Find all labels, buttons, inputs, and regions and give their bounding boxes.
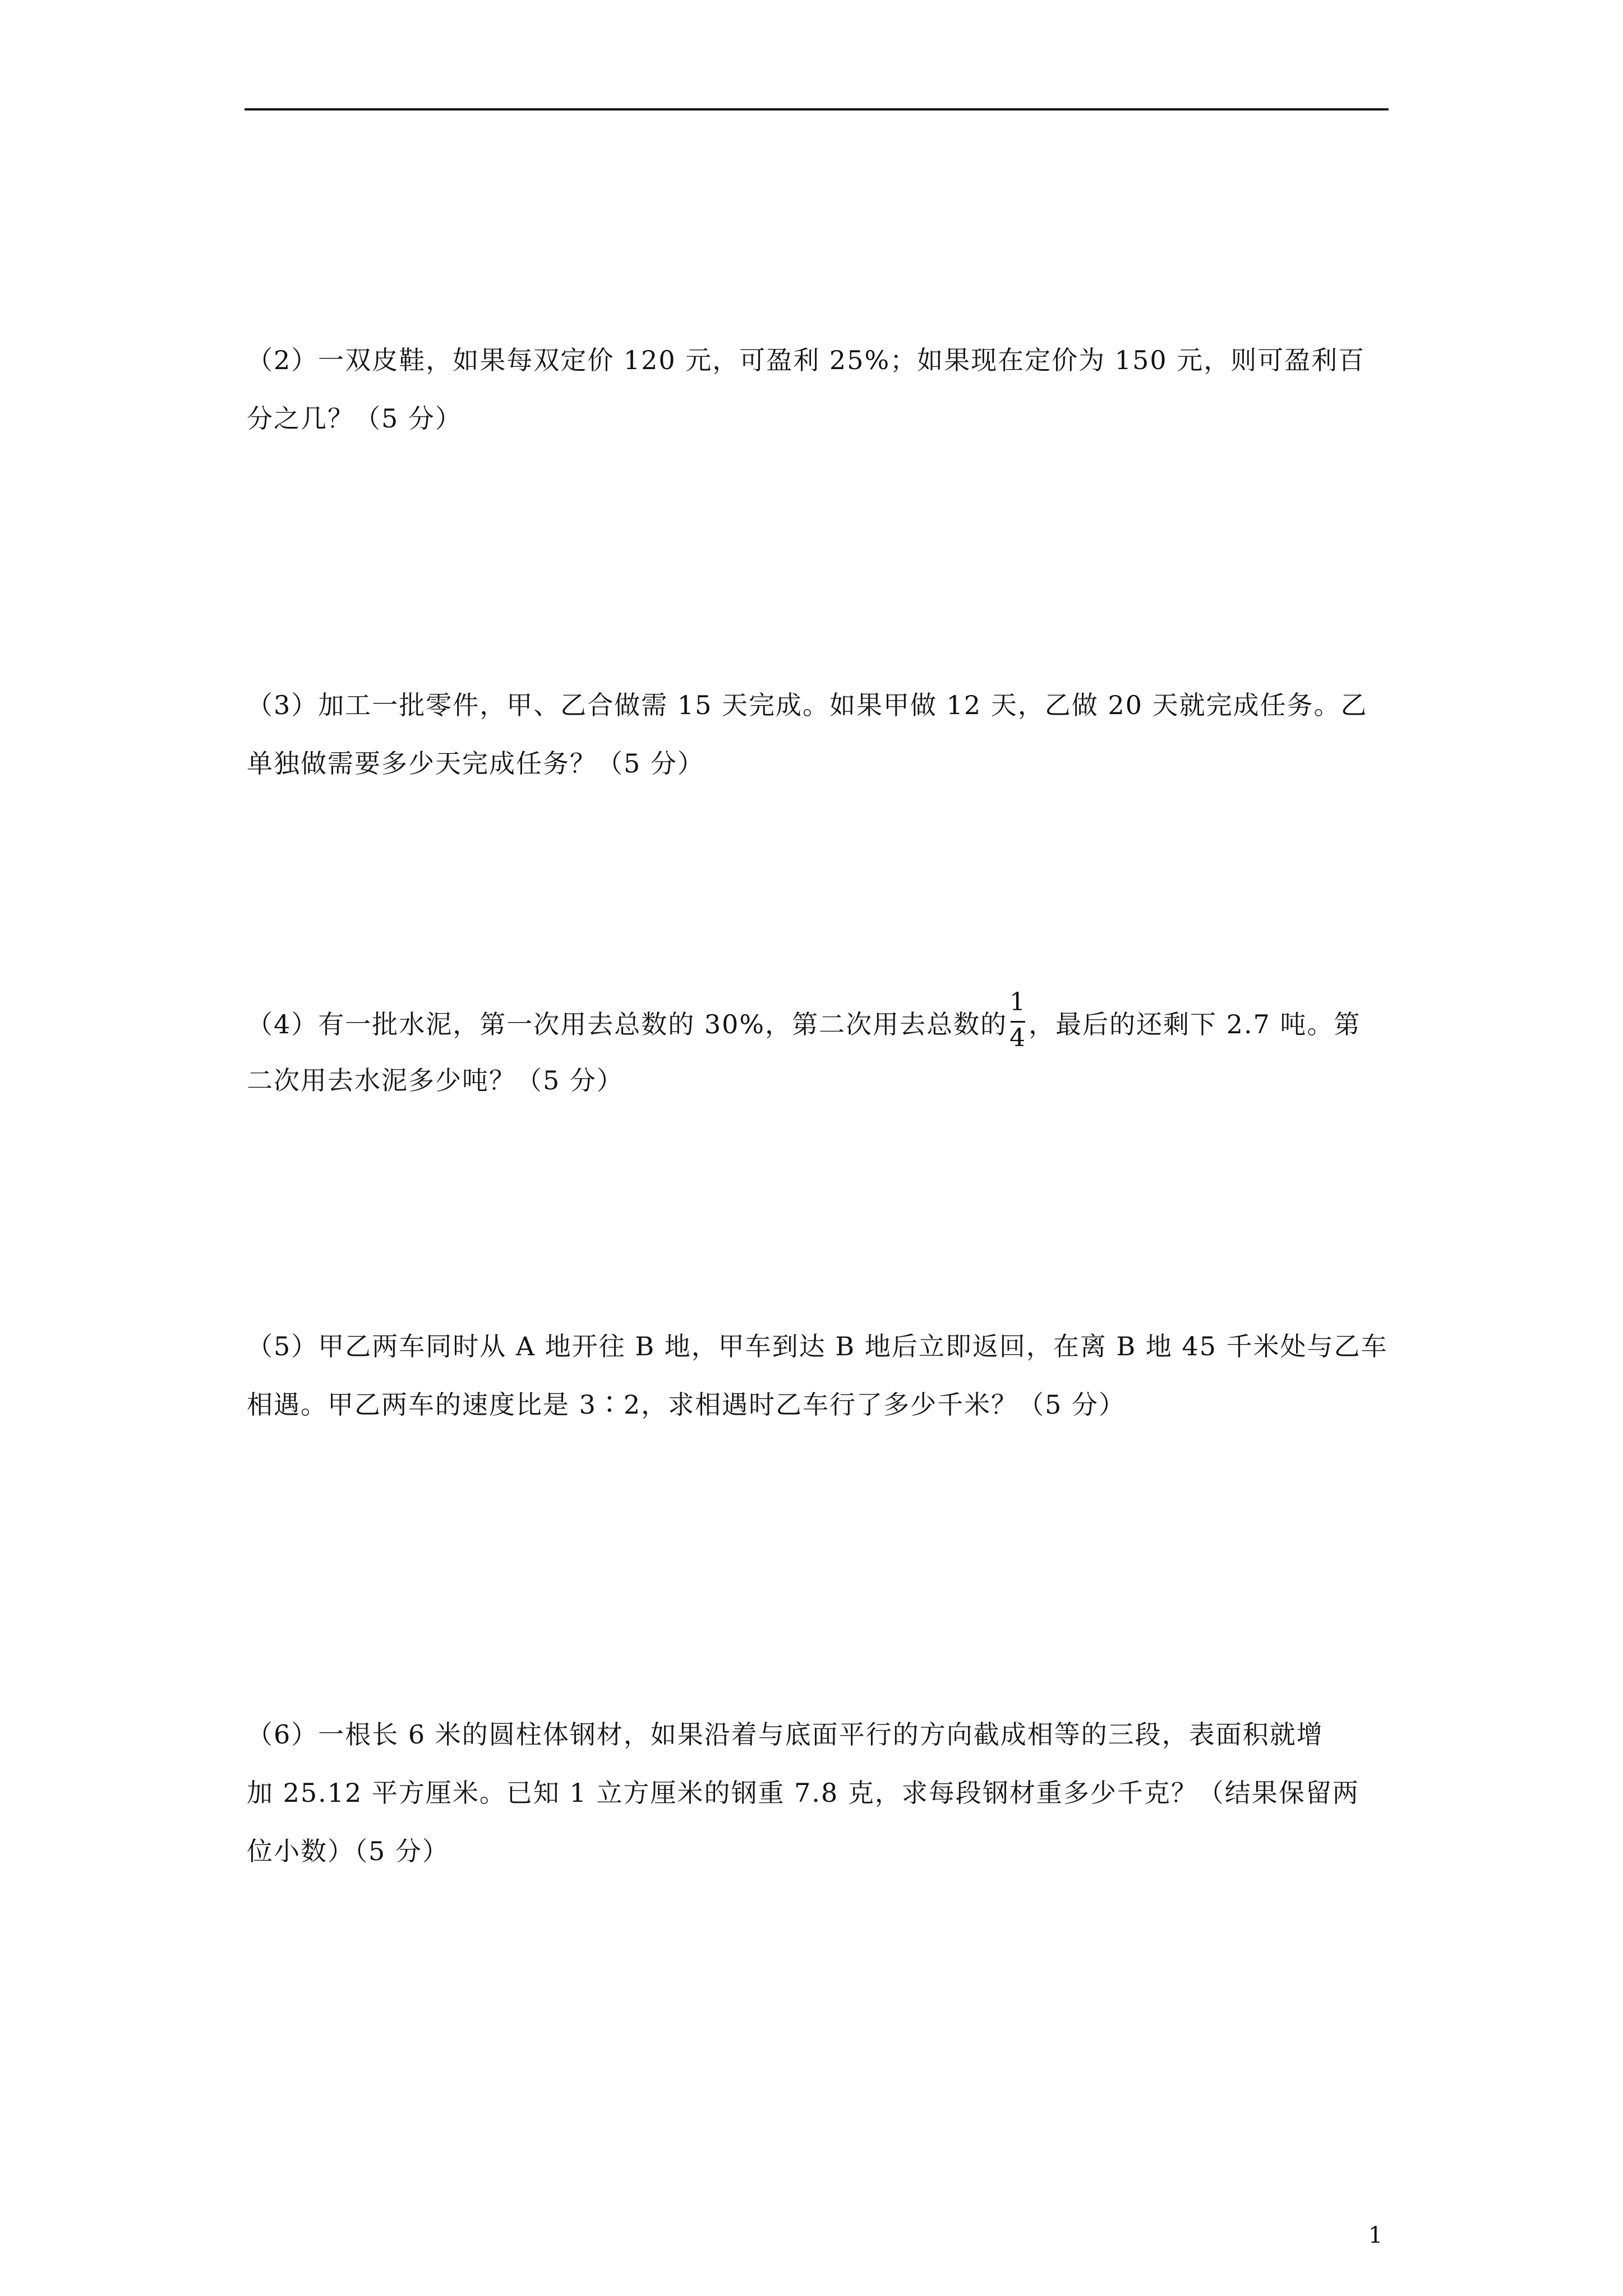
question-2: [247, 331, 1391, 448]
question-4: [247, 988, 1391, 1110]
question-4-line-1-text-after: ，最后的还剩下 2.7 吨。第: [1029, 1009, 1361, 1039]
question-6-line-3: 位小数）（5 分）: [247, 1836, 449, 1866]
header-rule: [245, 108, 1389, 111]
question-5-line-2: 相遇。甲乙两车的速度比是 3∶2，求相遇时乙车行了多少千米？（5 分）: [247, 1389, 1126, 1420]
question-6-line-2: 加 25.12 平方厘米。已知 1 立方厘米的钢重 7.8 克，求每段钢材重多少千克？（结果保留两: [247, 1778, 1359, 1808]
question-2-line-2: 分之几？（5 分）: [247, 403, 462, 434]
fraction-one-quarter: [1009, 988, 1026, 1056]
question-4-line-2: 二次用去水泥多少吨？（5 分）: [247, 1065, 624, 1096]
question-6-line-1: （6）一根长 6 米的圆柱体钢材，如果沿着与底面平行的方向截成相等的三段，表面积就增: [247, 1719, 1324, 1750]
page-number: 1: [1368, 2223, 1383, 2248]
fraction-numerator: 1: [1009, 988, 1027, 1016]
fraction-bar: [1011, 1021, 1025, 1023]
question-2-line-1: （2）一双皮鞋，如果每双定价 120 元，可盈利 25%；如果现在定价为 150 元，则可盈利百: [247, 345, 1366, 375]
question-4-line-1-text-before: （4）有一批水泥，第一次用去总数的 30%，第二次用去总数的: [247, 1009, 1008, 1039]
question-5-line-1: （5）甲乙两车同时从 A 地开往 B 地，甲车到达 B 地后立即返回，在离 B 地 45 千米处与乙车: [247, 1331, 1388, 1361]
question-6: [247, 1705, 1391, 1880]
question-3-line-2: 单独做需要多少天完成任务？（5 分）: [247, 748, 704, 779]
question-4-line-1: [247, 988, 1391, 1052]
question-5: [247, 1317, 1391, 1434]
question-3-line-1: （3）加工一批零件，甲、乙合做需 15 天完成。如果甲做 12 天，乙做 20 天就完成任务。乙: [247, 690, 1368, 720]
question-3: [247, 676, 1391, 793]
fraction-denominator: 4: [1009, 1024, 1027, 1052]
